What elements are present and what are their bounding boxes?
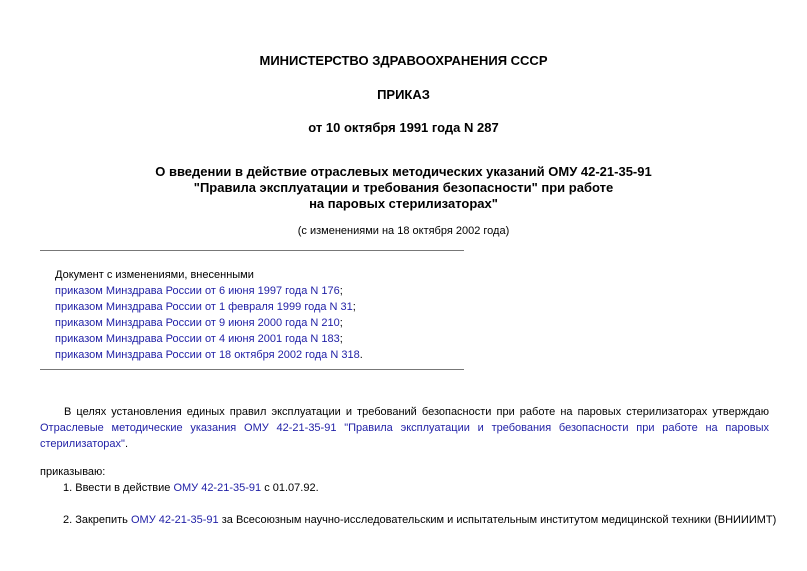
item-1-prefix: 1. Ввести в действие <box>63 482 174 494</box>
ministry-name: МИНИСТЕРСТВО ЗДРАВООХРАНЕНИЯ СССР <box>259 53 548 68</box>
intro-paragraph <box>40 404 769 452</box>
item-1-link[interactable]: ОМУ 42-21-35-91 <box>173 482 262 494</box>
order-item-1 <box>63 482 319 495</box>
order-item-2 <box>63 514 776 527</box>
amendment-item <box>55 315 363 331</box>
amendment-separator: ; <box>339 317 343 329</box>
changes-note: (с изменениями на 18 октября 2002 года) <box>297 225 510 237</box>
intro-end: . <box>124 438 129 450</box>
amendment-separator: ; <box>339 285 343 297</box>
item-2-link[interactable]: ОМУ 42-21-35-91 <box>130 514 219 526</box>
divider-top <box>40 250 464 251</box>
amendment-link[interactable]: приказом Минздрава России от 4 июня 2001 года N 183 <box>55 333 340 345</box>
title-line-1: О введении в действие отраслевых методических указаний ОМУ 42-21-35-91 <box>155 164 652 179</box>
amendment-link[interactable]: приказом Минздрава России от 9 июня 2000 года N 210 <box>55 317 340 329</box>
order-date-number: от 10 октября 1991 года N 287 <box>308 120 499 135</box>
title-line-2: "Правила эксплуатации и требования безопасности" при работе <box>193 180 614 195</box>
amendments-box <box>55 267 363 363</box>
item-2-suffix: за Всесоюзным научно-исследовательским и испытательным институтом медицинской техники (ВНИИИМТ) <box>218 514 777 526</box>
amendment-item <box>55 299 363 315</box>
item-1-suffix: с 01.07.92. <box>261 482 319 494</box>
amendment-item <box>55 331 363 347</box>
divider-bottom <box>40 369 464 370</box>
amendment-separator: . <box>359 349 363 361</box>
intro-text: В целях установления единых правил эксплуатации и требований безопасности при работе на паровых стерилизаторах утверждаю <box>64 406 769 418</box>
amendment-link[interactable]: приказом Минздрава России от 6 июня 1997 года N 176 <box>55 285 340 297</box>
amendment-item <box>55 347 363 363</box>
document-type: ПРИКАЗ <box>377 87 430 102</box>
item-2-prefix: 2. Закрепить <box>63 514 131 526</box>
amendment-item <box>55 283 363 299</box>
amendment-link[interactable]: приказом Минздрава России от 18 октября 2002 года N 318 <box>55 349 360 361</box>
intro-link[interactable]: Отраслевые методические указания ОМУ 42-21-35-91 "Правила эксплуатации и требования безопасности при работе на паровых стерилизаторах" <box>40 422 769 450</box>
amendment-separator: ; <box>352 301 356 313</box>
title-line-3: на паровых стерилизаторах" <box>309 196 498 211</box>
amendment-separator: ; <box>339 333 343 345</box>
orders-word: приказываю: <box>40 466 106 478</box>
document-title <box>0 164 807 212</box>
amendments-intro: Документ с изменениями, внесенными <box>55 269 254 281</box>
amendment-link[interactable]: приказом Минздрава России от 1 февраля 1999 года N 31 <box>55 301 353 313</box>
